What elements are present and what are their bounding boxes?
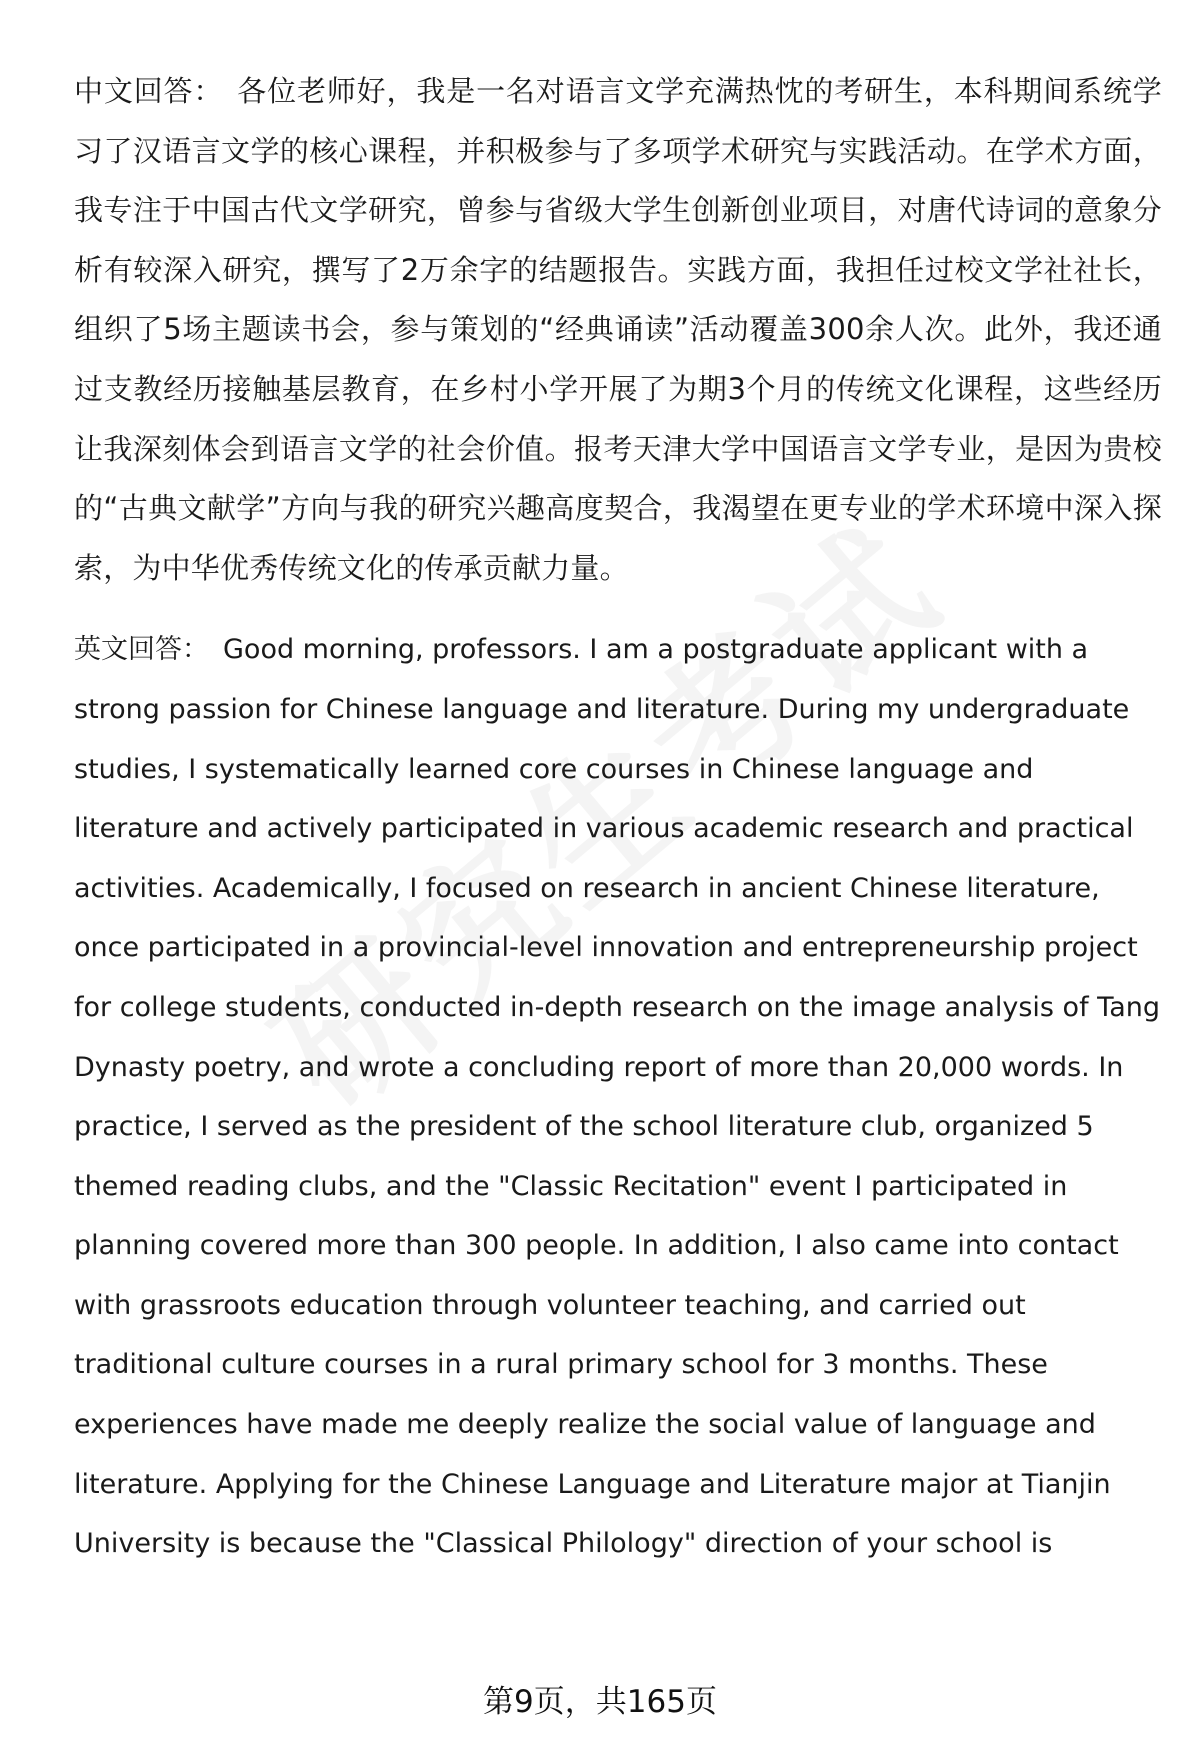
chinese-answer-text: 各位老师好，我是一名对语言文学充满热忱的考研生，本科期间系统学习了汉语言文学的核心课程，并积极参与了多项学术研究与实践活动。在学术方面，我专注于中国古代文学研究，曾参与省级大学生创新创业项目，对唐代诗词的意象分析有较深入研究，撰写了2万余字的结题报告。实践方面，我担任过校文学社社长，组织了5场主题读书会，参与策划的“经典诵读”活动覆盖300余人次。此外，我还通过支教经历接触基层教育，在乡村小学开展了为期3个月的传统文化课程，这些经历让我深刻体会到语言文学的社会价值。报考天津大学中国语言文学专业，是因为贵校的“古典文献学”方向与我的研究兴趣高度契合，我渴望在更专业的学术环境中深入探索，为中华优秀传统文化的传承贡献力量。 — [74, 74, 1162, 585]
english-answer-text: Good morning, professors. I am a postgraduate applicant with a strong passion for Chinese language and literature. During my undergraduate studies, I systematically learned core courses in Chinese language and literature and actively participated in various academic research and practical activities. Academically, I focused on research in ancient Chinese literature, once participated in a provincial-level innovation and entrepreneurship project for college students, conducted in-depth research on the image analysis of Tang Dynasty poetry, and wrote a concluding report of more than 20,000 words. In practice, I served as the president of the school literature club, organized 5 themed reading clubs, and the "Classic Recitation" event I participated in planning covered more than 300 people. In addition, I also came into contact with grassroots education through volunteer teaching, and carried out traditional culture courses in a rural primary school for 3 months. These experiences have made me deeply realize the social value of language and literature. Applying for the Chinese Language and Literature major at Tianjin University is because the "Classical Philology" direction of your school is — [74, 634, 1160, 1560]
chinese-answer-label: 中文回答： — [74, 74, 224, 108]
english-answer-paragraph — [74, 620, 1162, 1574]
page-number: 第9页，共165页 — [483, 1684, 717, 1720]
english-answer-label: 英文回答： — [74, 634, 209, 666]
chinese-answer-paragraph — [74, 62, 1162, 598]
document-body — [74, 62, 1162, 1574]
